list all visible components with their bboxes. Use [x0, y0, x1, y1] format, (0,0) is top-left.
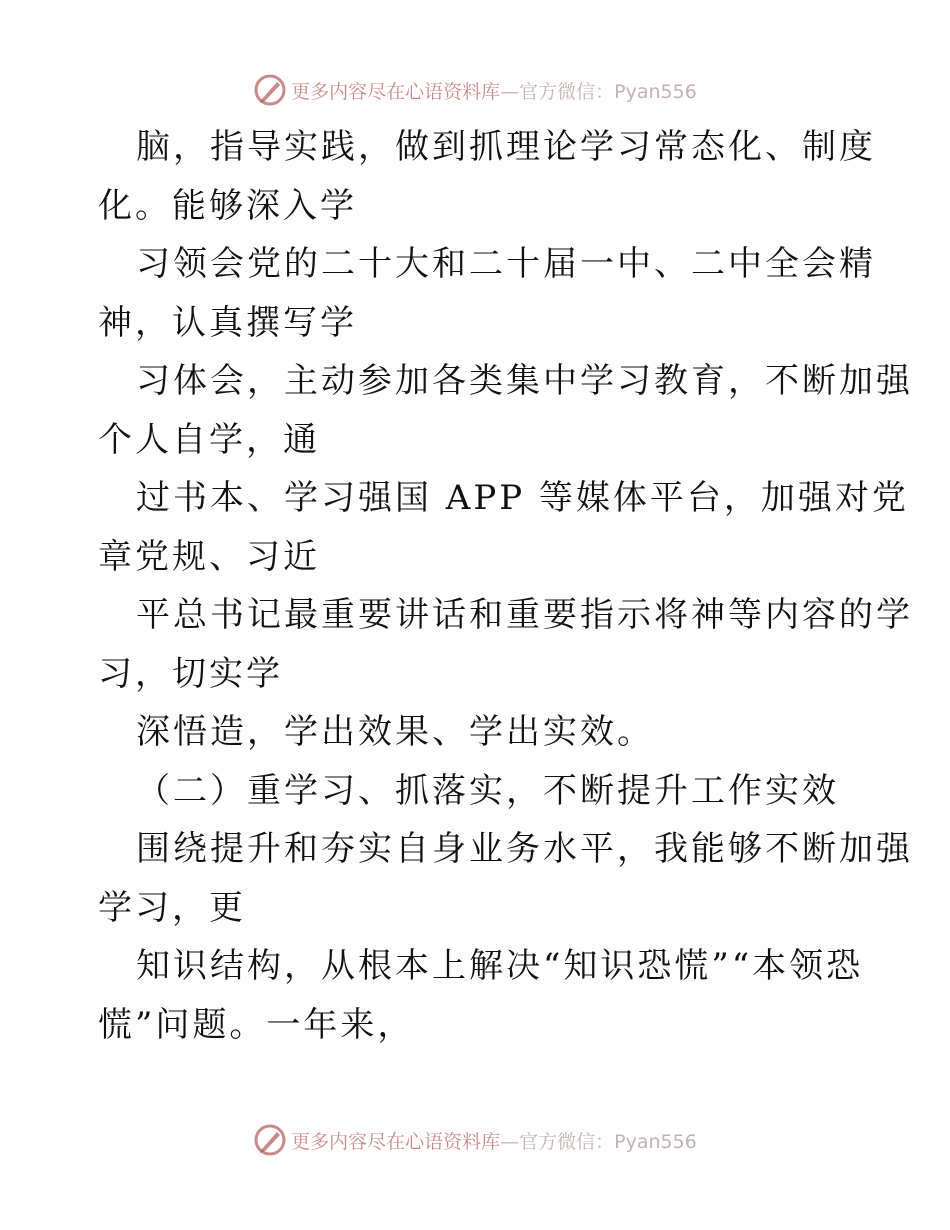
quill-seal-icon: [253, 73, 287, 107]
text-line: 神，认真撰写学: [98, 302, 357, 343]
header-brand: 更多内容尽在心语资料库: [291, 80, 501, 103]
text-line: 化。能够深入学: [98, 185, 357, 226]
header-wechat: 官方微信：Pyan556: [519, 80, 697, 103]
text-line: 脑，指导实践，做到抓理论学习常态化、制度: [136, 127, 876, 167]
text-line: 学习，更: [98, 887, 246, 928]
footer-text: [291, 1127, 697, 1154]
footer-brand: 更多内容尽在心语资料库: [291, 1130, 501, 1153]
header-banner: [0, 70, 950, 110]
text-line: 过书本、学习强国 APP 等媒体平台，加强对党: [136, 478, 909, 518]
section-heading: （二）重学习、抓落实，不断提升工作实效: [136, 770, 839, 811]
text-line: 个人自学，通: [98, 419, 320, 460]
quill-seal-icon: [253, 1123, 287, 1157]
text-line: 围绕提升和夯实自身业务水平，我能够不断加强: [136, 829, 913, 869]
header-text: [291, 77, 697, 104]
text-line: 知识结构，从根本上解决“知识恐慌”“本领恐: [136, 946, 864, 986]
footer-banner: [0, 1120, 950, 1160]
header-separator: —: [500, 80, 520, 103]
text-line: 慌”问题。一年来，: [98, 1004, 415, 1045]
text-line: 深悟造，学出效果、学出实效。: [136, 712, 654, 752]
text-line: 平总书记最重要讲话和重要指示将神等内容的学: [136, 595, 913, 635]
text-line: 习体会，主动参加各类集中学习教育，不断加强: [136, 361, 913, 401]
text-line: 习，切实学: [98, 653, 283, 694]
footer-separator: —: [500, 1130, 520, 1153]
text-line: 习领会党的二十大和二十届一中、二中全会精: [136, 244, 876, 284]
footer-wechat: 官方微信：Pyan556: [519, 1130, 697, 1153]
document-body: [98, 118, 913, 1054]
text-line: 章党规、习近: [98, 536, 320, 577]
